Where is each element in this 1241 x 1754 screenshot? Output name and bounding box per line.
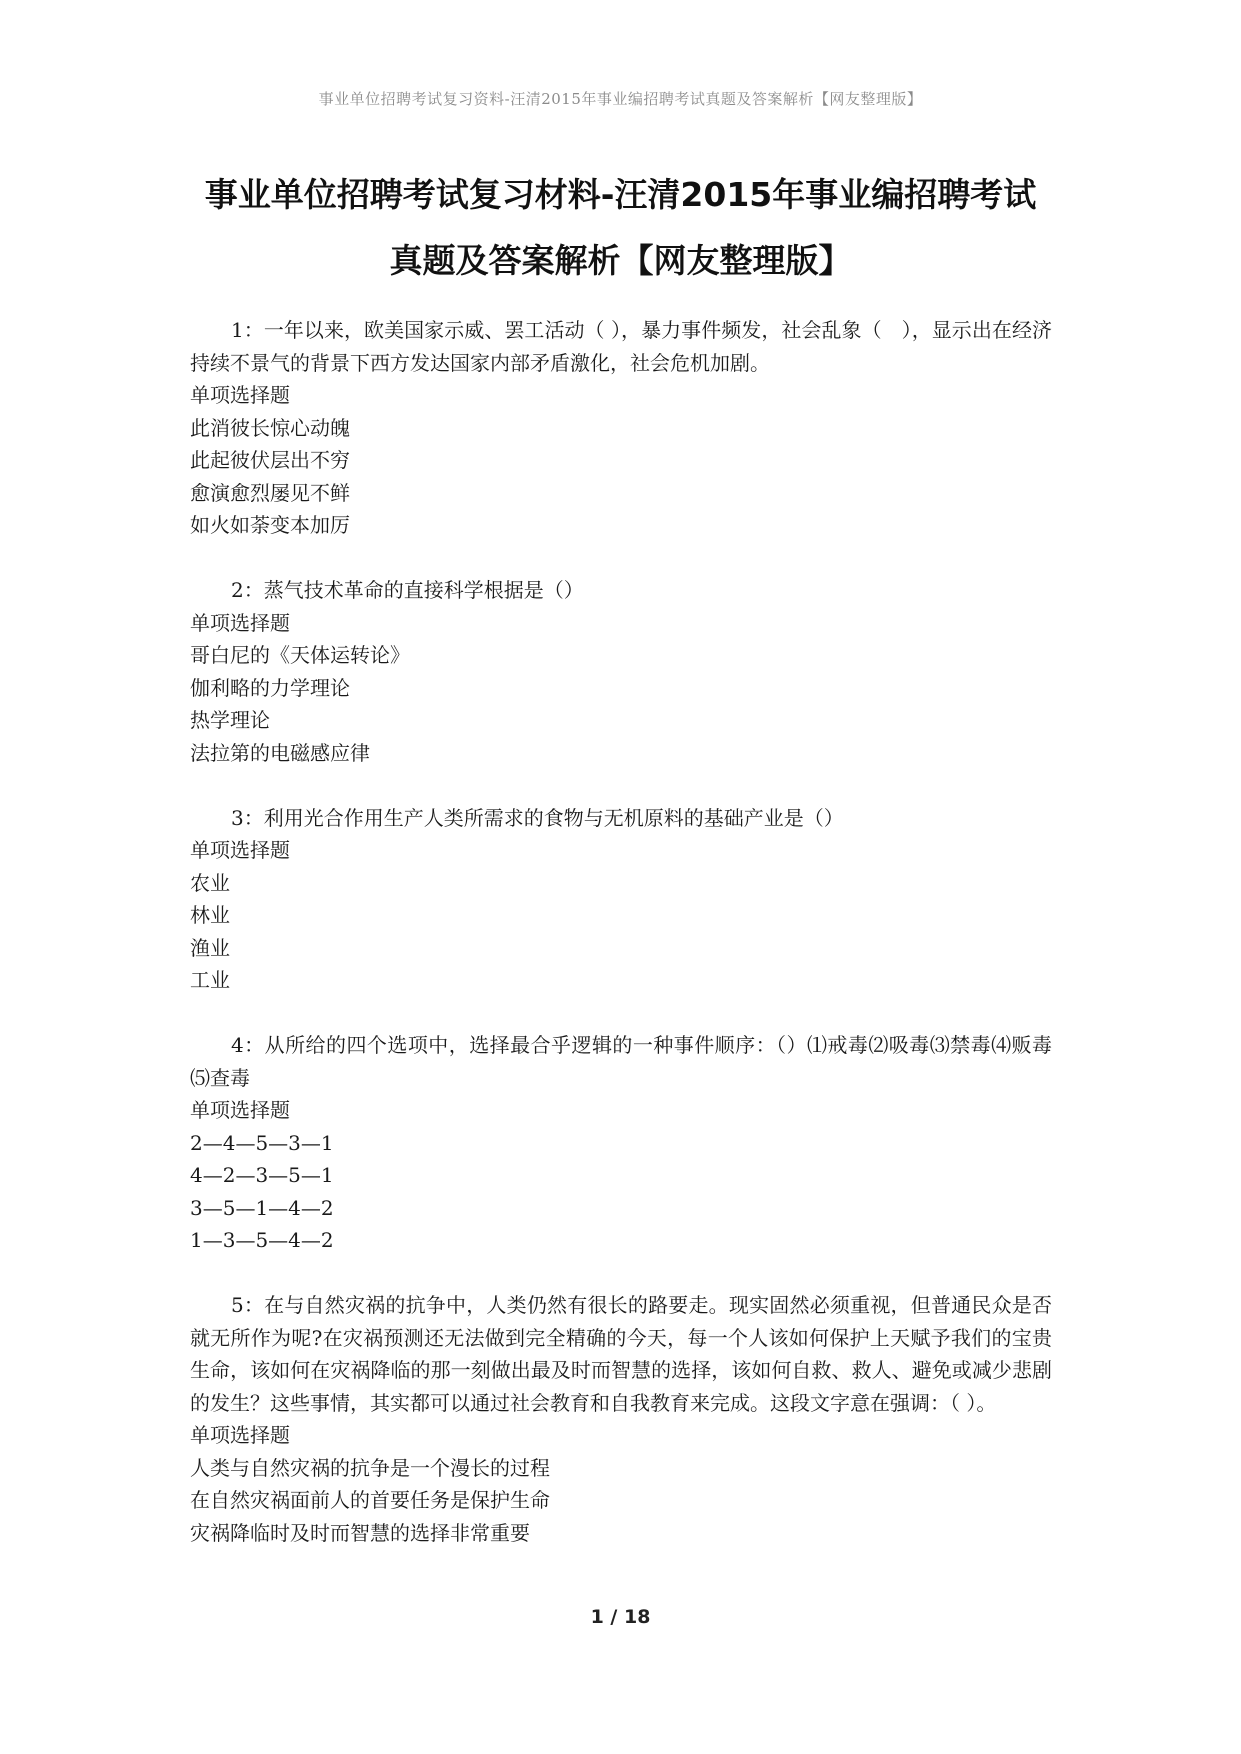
option: 哥白尼的《天体运转论》 (190, 643, 410, 667)
question-list (190, 314, 1052, 1582)
question-3 (190, 802, 1052, 997)
question-4 (190, 1029, 1052, 1257)
question-stem: 4：从所给的四个选项中，选择最合乎逻辑的一种事件顺序：（）⑴戒毒⑵吸毒⑶禁毒⑷贩毒⑸查毒 (190, 1033, 1052, 1090)
question-stem: 5：在与自然灾祸的抗争中，人类仍然有很长的路要走。现实固然必须重视，但普通民众是否就无所作为呢?在灾祸预测还无法做到完全精确的今天，每一个人该如何保护上天赋予我们的宝贵生命，该如何在灾祸降临的那一刻做出最及时而智慧的选择，该如何自救、救人、避免或减少悲剧的发生？这些事情，其实都可以通过社会教育和自我教育来完成。这段文字意在强调：（ ）。 (190, 1293, 1052, 1415)
question-2 (190, 574, 1052, 769)
option: 3—5—1—4—2 (190, 1195, 334, 1220)
option: 此起彼伏层出不穷 (190, 448, 350, 472)
question-1 (190, 314, 1052, 542)
running-header: 事业单位招聘考试复习资料-汪清2015年事业编招聘考试真题及答案解析【网友整理版】 (318, 90, 923, 108)
option: 灾祸降临时及时而智慧的选择非常重要 (190, 1520, 530, 1545)
option: 如火如荼变本加厉 (190, 513, 350, 537)
question-stem: 3：利用光合作用生产人类所需求的食物与无机原料的基础产业是（） (231, 805, 844, 830)
option: 伽利略的力学理论 (190, 675, 350, 700)
option: 此消彼长惊心动魄 (190, 415, 350, 440)
option: 愈演愈烈屡见不鲜 (190, 480, 350, 505)
question-5 (190, 1289, 1052, 1549)
question-stem: 2：蒸气技术革命的直接科学根据是（） (231, 578, 584, 602)
option: 林业 (190, 903, 230, 927)
option: 2—4—5—3—1 (190, 1130, 334, 1155)
document-title (150, 162, 1091, 294)
question-type: 单项选择题 (190, 1098, 290, 1122)
option: 法拉第的电磁感应律 (190, 740, 370, 765)
option: 热学理论 (190, 708, 270, 732)
option: 4—2—3—5—1 (190, 1163, 334, 1187)
question-type: 单项选择题 (190, 610, 290, 635)
option: 在自然灾祸面前人的首要任务是保护生命 (190, 1488, 550, 1512)
question-type: 单项选择题 (190, 1423, 290, 1447)
document-title-line-1: 事业单位招聘考试复习材料-汪清2015年事业编招聘考试 (204, 175, 1037, 214)
document-title-line-2: 真题及答案解析【网友整理版】 (389, 241, 852, 280)
question-type: 单项选择题 (190, 383, 290, 407)
option: 1—3—5—4—2 (190, 1228, 334, 1252)
option: 人类与自然灾祸的抗争是一个漫长的过程 (190, 1455, 550, 1480)
option: 渔业 (190, 935, 230, 960)
page-number: 1 / 18 (590, 1606, 651, 1628)
option: 工业 (190, 968, 230, 992)
question-type: 单项选择题 (190, 838, 290, 862)
question-stem: 1：一年以来，欧美国家示威、罢工活动（ ），暴力事件频发，社会乱象（ ），显示出在经济持续不景气的背景下西方发达国家内部矛盾激化，社会危机加剧。 (190, 318, 1052, 375)
option: 农业 (190, 870, 230, 895)
